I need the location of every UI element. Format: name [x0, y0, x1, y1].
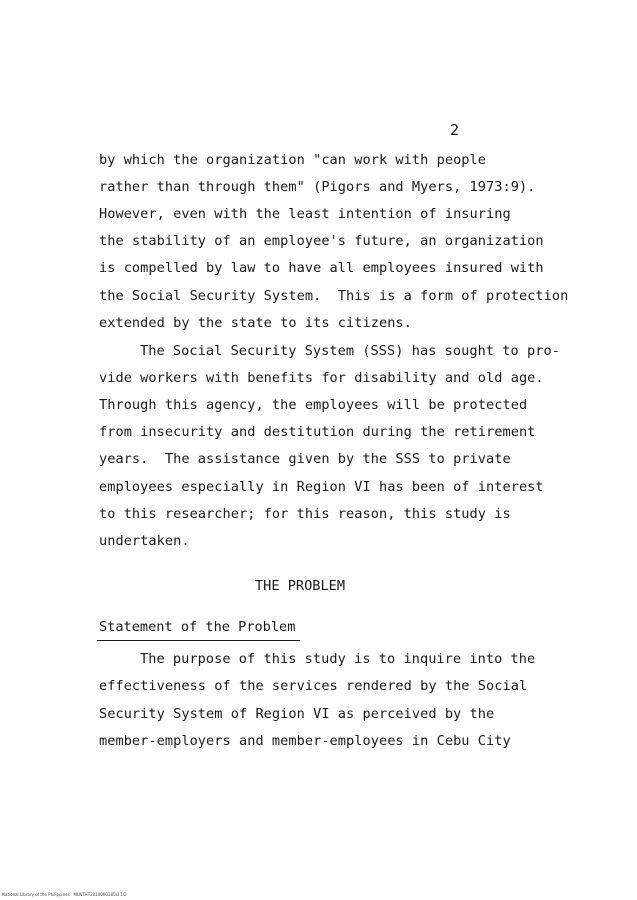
text-line: vide workers with benefits for disability and old age. — [99, 370, 544, 386]
text-line: Security System of Region VI as perceived by the — [99, 706, 495, 722]
text-line: employees especially in Region VI has been of interest — [99, 479, 544, 495]
text-line: by which the organization "can work with people — [99, 152, 487, 168]
text-line: effectiveness of the services rendered by the Social — [99, 678, 528, 694]
text-line: years. The assistance given by the SSS to private — [99, 451, 511, 467]
text-line: The purpose of this study is to inquire into the — [140, 651, 536, 667]
text-line: member-employers and member-employees in Cebu City — [99, 733, 511, 749]
text-line: Through this agency, the employees will be protected — [99, 397, 528, 413]
text-line: undertaken. — [99, 533, 190, 549]
text-line: extended by the state to its citizens. — [99, 315, 412, 331]
archive-footer: National Library of the Philippines MLNTHT2014000185LI 1/2 — [2, 892, 127, 897]
text-line: The Social Security System (SSS) has sought to pro- — [140, 343, 560, 359]
text-line: the Social Security System. This is a form of protection — [99, 288, 569, 304]
text-line: is compelled by law to have all employees insured with — [99, 260, 544, 276]
text-line: to this researcher; for this reason, this study is — [99, 506, 511, 522]
section-heading: THE PROBLEM — [255, 578, 346, 594]
page-number: 2 — [450, 121, 460, 139]
subsection-heading: Statement of the Problem — [99, 619, 296, 635]
text-line: from insecurity and destitution during the retirement — [99, 424, 536, 440]
text-line: the stability of an employee's future, an organization — [99, 233, 544, 249]
text-line: However, even with the least intention of insuring — [99, 206, 511, 222]
text-line: rather than through them" (Pigors and Myers, 1973:9). — [99, 179, 536, 195]
subheading-underline — [97, 640, 300, 641]
